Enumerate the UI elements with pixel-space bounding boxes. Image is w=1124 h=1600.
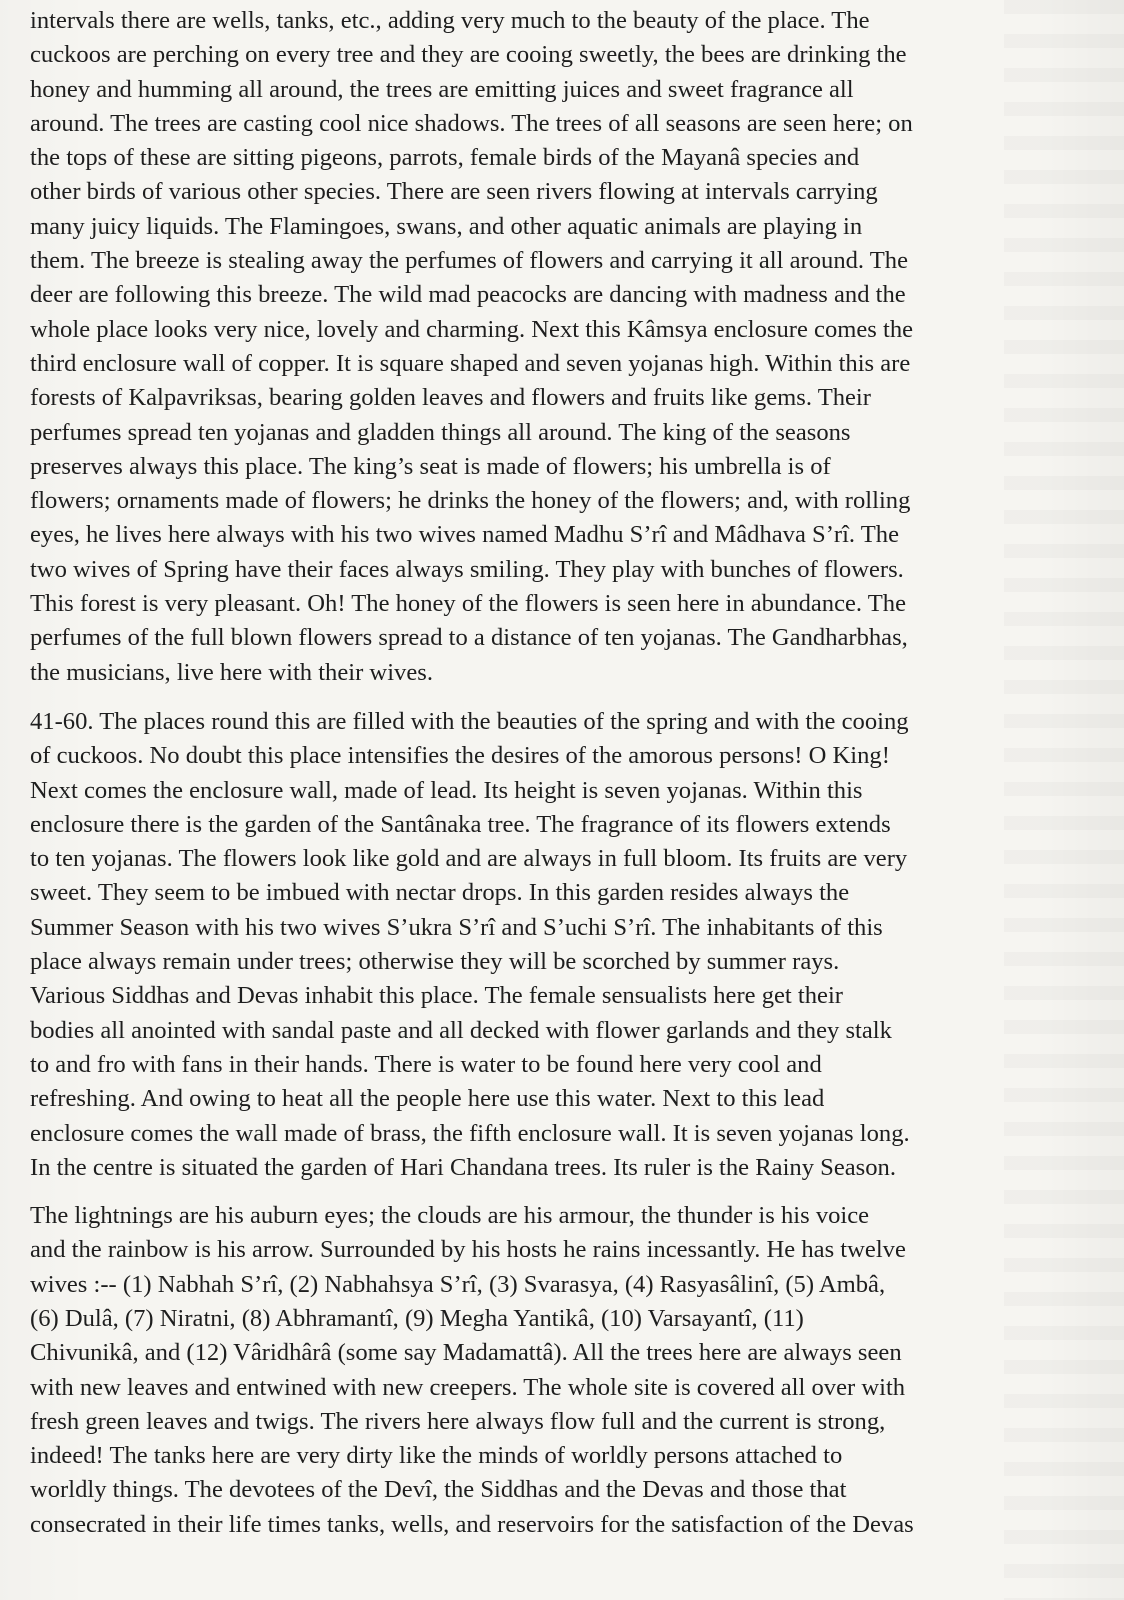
text-line: The lightnings are his auburn eyes; the clouds are his armour, the thunder is his voice [30, 1202, 870, 1230]
text-line: enclosure comes the wall made of brass, the fifth enclosure wall. It is seven yojanas long. [30, 1119, 910, 1147]
text-line: third enclosure wall of copper. It is square shaped and seven yojanas high. Within this are [30, 349, 911, 377]
text-line: 41-60. The places round this are filled with the beauties of the spring and with the cooing [30, 707, 909, 735]
text-line: perfumes of the full blown flowers spread to a distance of ten yojanas. The Gandharbhas, [30, 624, 908, 652]
text-line: Chivunikâ, and (12) Vâridhârâ (some say Madamattâ). All the trees here are always seen [30, 1339, 902, 1367]
text-line: In the centre is situated the garden of Hari Chandana trees. Its ruler is the Rainy Season. [30, 1153, 896, 1181]
paragraph-spacer [30, 1185, 1120, 1199]
paragraph-2 [30, 705, 1120, 1185]
text-line: of cuckoos. No doubt this place intensifies the desires of the amorous persons! O King! [30, 742, 890, 770]
text-line: to and fro with fans in their hands. There is water to be found here very cool and [30, 1050, 822, 1078]
text-line: worldly things. The devotees of the Devî, the Siddhas and the Devas and those that [30, 1476, 847, 1504]
text-line: two wives of Spring have their faces always smiling. They play with bunches of flowers. [30, 555, 904, 583]
text-line: flowers; ornaments made of flowers; he drinks the honey of the flowers; and, with rolling [30, 487, 911, 515]
text-line: intervals there are wells, tanks, etc., adding very much to the beauty of the place. The [30, 7, 870, 34]
page-text [30, 4, 1120, 1542]
text-line: refreshing. And owing to heat all the people here use this water. Next to this lead [30, 1085, 825, 1113]
text-line: This forest is very pleasant. Oh! The honey of the flowers is seen here in abundance. The [30, 590, 906, 618]
text-line: sweet. They seem to be imbued with nectar drops. In this garden resides always the [30, 879, 850, 907]
text-line: preserves always this place. The king’s seat is made of flowers; his umbrella is of [30, 452, 831, 480]
text-line: indeed! The tanks here are very dirty like the minds of worldly persons attached to [30, 1442, 843, 1470]
text-line: eyes, he lives here always with his two wives named Madhu S’rî and Mâdhava S’rî. The [30, 521, 900, 549]
text-line: and the rainbow is his arrow. Surrounded by his hosts he rains incessantly. He has twelve [30, 1236, 906, 1264]
text-line: wives :-- (1) Nabhah S’rî, (2) Nabhahsya S’rî, (3) Svarasya, (4) Rasyasâlinî, (5) Ambâ, [30, 1270, 886, 1298]
text-line: place always remain under trees; otherwise they will be scorched by summer rays. [30, 948, 840, 976]
text-line: the musicians, live here with their wives. [30, 658, 433, 686]
text-line: fresh green leaves and twigs. The rivers here always flow full and the current is strong, [30, 1407, 886, 1435]
text-line: (6) Dulâ, (7) Niratni, (8) Abhramantî, (9) Megha Yantikâ, (10) Varsayantî, (11) [30, 1304, 804, 1332]
paragraph-spacer [30, 690, 1120, 705]
text-line: enclosure there is the garden of the Santânaka tree. The fragrance of its flowers extends [30, 810, 891, 838]
text-line: deer are following this breeze. The wild mad peacocks are dancing with madness and the [30, 281, 906, 309]
paragraph-1 [30, 4, 1120, 690]
text-line: them. The breeze is stealing away the perfumes of flowers and carrying it all around. The [30, 247, 909, 275]
text-line: consecrated in their life times tanks, wells, and reservoirs for the satisfaction of the Devas [30, 1510, 914, 1538]
text-line: forests of Kalpavriksas, bearing golden leaves and flowers and fruits like gems. Their [30, 384, 871, 412]
text-line: Next comes the enclosure wall, made of lead. Its height is seven yojanas. Within this [30, 776, 863, 804]
text-line: around. The trees are casting cool nice shadows. The trees of all seasons are seen here; on [30, 109, 913, 137]
text-line: many juicy liquids. The Flamingoes, swans, and other aquatic animals are playing in [30, 212, 863, 240]
text-line: to ten yojanas. The flowers look like gold and are always in full bloom. Its fruits are very [30, 845, 908, 873]
text-line: the tops of these are sitting pigeons, parrots, female birds of the Mayanâ species and [30, 144, 860, 172]
text-line: honey and humming all around, the trees are emitting juices and sweet fragrance all [30, 75, 854, 103]
text-line: other birds of various other species. There are seen rivers flowing at intervals carrying [30, 178, 878, 206]
text-line: with new leaves and entwined with new creepers. The whole site is covered all over with [30, 1373, 906, 1401]
text-line: bodies all anointed with sandal paste and all decked with flower garlands and they stalk [30, 1016, 892, 1044]
text-line: perfumes spread ten yojanas and gladden things all around. The king of the seasons [30, 418, 851, 446]
text-line: cuckoos are perching on every tree and they are cooing sweetly, the bees are drinking the [30, 41, 907, 69]
text-line: Summer Season with his two wives S’ukra S’rî and S’uchi S’rî. The inhabitants of this [30, 913, 883, 941]
text-line: whole place looks very nice, lovely and charming. Next this Kâmsya enclosure comes the [30, 315, 914, 343]
paragraph-3 [30, 1199, 1120, 1542]
text-line: Various Siddhas and Devas inhabit this place. The female sensualists here get their [30, 982, 843, 1010]
